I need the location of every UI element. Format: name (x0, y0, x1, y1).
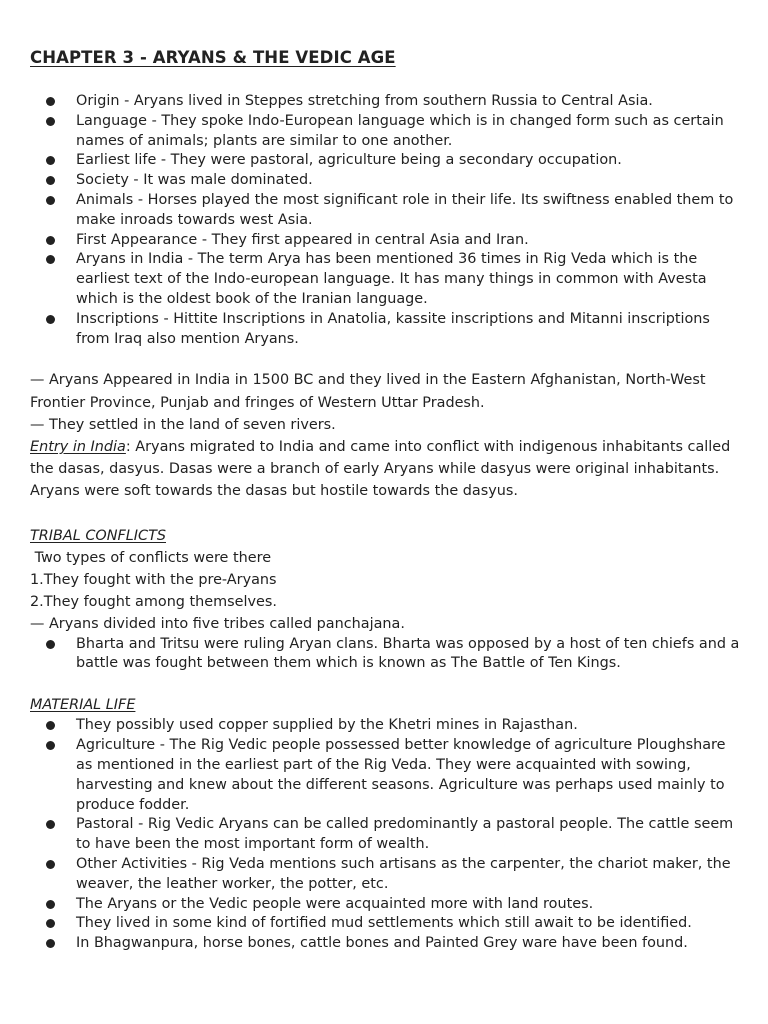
tribal-section (30, 525, 740, 675)
tribal-line: 2.They fought among themselves. (30, 593, 277, 610)
entry-text: : Aryans migrated to India and came into conflict with indigenous inhabitants called the dasas, dasyus. Dasas were a branch of early Aryans while dasyus were original inhabitants. Aryans were soft towards the dasas but hostile towards the dasyus. (30, 438, 731, 500)
tribal-line: 1.They fought with the pre-Aryans (30, 571, 277, 588)
list-item: Society - It was male dominated. (30, 171, 740, 191)
tribal-bullet-list (30, 635, 740, 675)
list-item: First Appearance - They first appeared in central Asia and Iran. (30, 231, 740, 251)
list-item: Bharta and Tritsu were ruling Aryan clans. Bharta was opposed by a host of ten chiefs and a battle was fought between them which is known as The Battle of Ten Kings. (30, 635, 740, 675)
list-item: Animals - Horses played the most significant role in their life. Its swiftness enabled them to make inroads towards west Asia. (30, 191, 740, 231)
list-item: They possibly used copper supplied by the Khetri mines in Rajasthan. (30, 716, 740, 736)
list-item: Aryans in India - The term Arya has been mentioned 36 times in Rig Veda which is the earliest text of the Indo-european language. It has many things in common with Avesta which is the oldest book of the Iranian language. (30, 250, 740, 309)
intro-bullet-list (30, 92, 740, 349)
tribal-line: — Aryans divided into five tribes called panchajana. (30, 615, 405, 632)
entry-heading: Entry in India (30, 438, 126, 455)
paragraph-settled: — They settled in the land of seven rivers. (30, 416, 336, 433)
list-item: Language - They spoke Indo-European language which is in changed form such as certain names of animals; plants are similar to one another. (30, 112, 740, 152)
list-item: Earliest life - They were pastoral, agriculture being a secondary occupation. (30, 151, 740, 171)
chapter-title: CHAPTER 3 - ARYANS & THE VEDIC AGE (30, 48, 396, 67)
material-section (30, 694, 740, 954)
material-heading: MATERIAL LIFE (30, 697, 136, 714)
material-bullet-list (30, 716, 740, 954)
tribal-heading: TRIBAL CONFLICTS (30, 527, 166, 544)
list-item: In Bhagwanpura, horse bones, cattle bones and Painted Grey ware have been found. (30, 934, 740, 954)
list-item: Inscriptions - Hittite Inscriptions in Anatolia, kassite inscriptions and Mitanni inscriptions from Iraq also mention Aryans. (30, 310, 740, 350)
paragraph-entry (30, 436, 740, 503)
list-item: Origin - Aryans lived in Steppes stretching from southern Russia to Central Asia. (30, 92, 740, 112)
list-item: Pastoral - Rig Vedic Aryans can be called predominantly a pastoral people. The cattle seem to have been the most important form of wealth. (30, 815, 740, 855)
list-item: They lived in some kind of fortified mud settlements which still await to be identified. (30, 914, 740, 934)
list-item: The Aryans or the Vedic people were acquainted more with land routes. (30, 895, 740, 915)
list-item: Agriculture - The Rig Vedic people possessed better knowledge of agriculture Ploughshare as mentioned in the earliest part of the Rig Veda. They were acquainted with sowing, harvesting and knew about the different seasons. Agriculture was perhaps used mainly to produce fodder. (30, 736, 740, 815)
paragraph-appeared: — Aryans Appeared in India in 1500 BC and they lived in the Eastern Afghanistan, North-West Frontier Province, Punjab and fringes of Western Uttar Pradesh. (30, 372, 706, 411)
tribal-line: Two types of conflicts were there (30, 549, 272, 566)
list-item: Other Activities - Rig Veda mentions such artisans as the carpenter, the chariot maker, the weaver, the leather worker, the potter, etc. (30, 855, 740, 895)
